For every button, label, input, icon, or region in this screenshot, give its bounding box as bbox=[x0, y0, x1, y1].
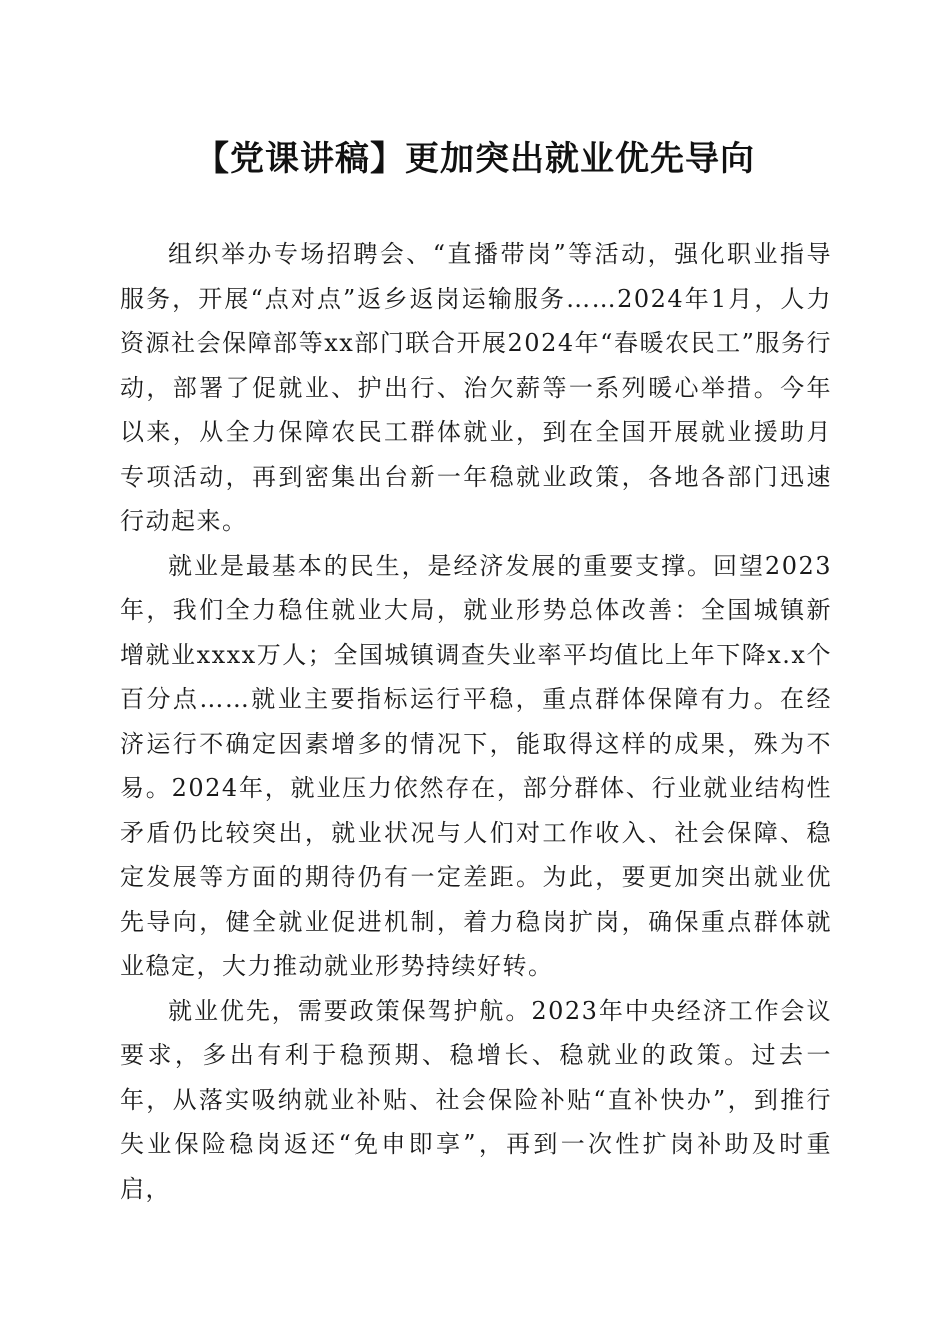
paragraph: 就业优先，需要政策保驾护航。2023年中央经济工作会议要求，多出有利于稳预期、稳增长、稳就业的政策。过去一年，从落实吸纳就业补贴、社会保险补贴“直补快办”，到推行失业保险稳岗返还“免申即享”，再到一次性扩岗补助及时重启， bbox=[120, 996, 832, 1203]
paragraph: 就业是最基本的民生，是经济发展的重要支撑。回望2023年，我们全力稳住就业大局，就业形势总体改善：全国城镇新增就业xxxx万人；全国城镇调查失业率平均值比上年下降x.x个百分点……就业主要指标运行平稳，重点群体保障有力。在经济运行不确定因素增多的情况下，能取得这样的成果，殊为不易。2024年，就业压力依然存在，部分群体、行业就业结构性矛盾仍比较突出，就业状况与人们对工作收入、社会保障、稳定发展等方面的期待仍有一定差距。为此，要更加突出就业优先导向，健全就业促进机制，着力稳岗扩岗，确保重点群体就业稳定，大力推动就业形势持续好转。 bbox=[120, 551, 832, 980]
document-body bbox=[120, 232, 832, 1211]
document-title: 【党课讲稿】更加突出就业优先导向 bbox=[195, 139, 755, 179]
paragraph: 组织举办专场招聘会、“直播带岗”等活动，强化职业指导服务，开展“点对点”返乡返岗运输服务……2024年1月，人力资源社会保障部等xx部门联合开展2024年“春暖农民工”服务行动，部署了促就业、护出行、治欠薪等一系列暖心举措。今年以来，从全力保障农民工群体就业，到在全国开展就业援助月专项活动，再到密集出台新一年稳就业政策，各地各部门迅速行动起来。 bbox=[120, 240, 832, 535]
